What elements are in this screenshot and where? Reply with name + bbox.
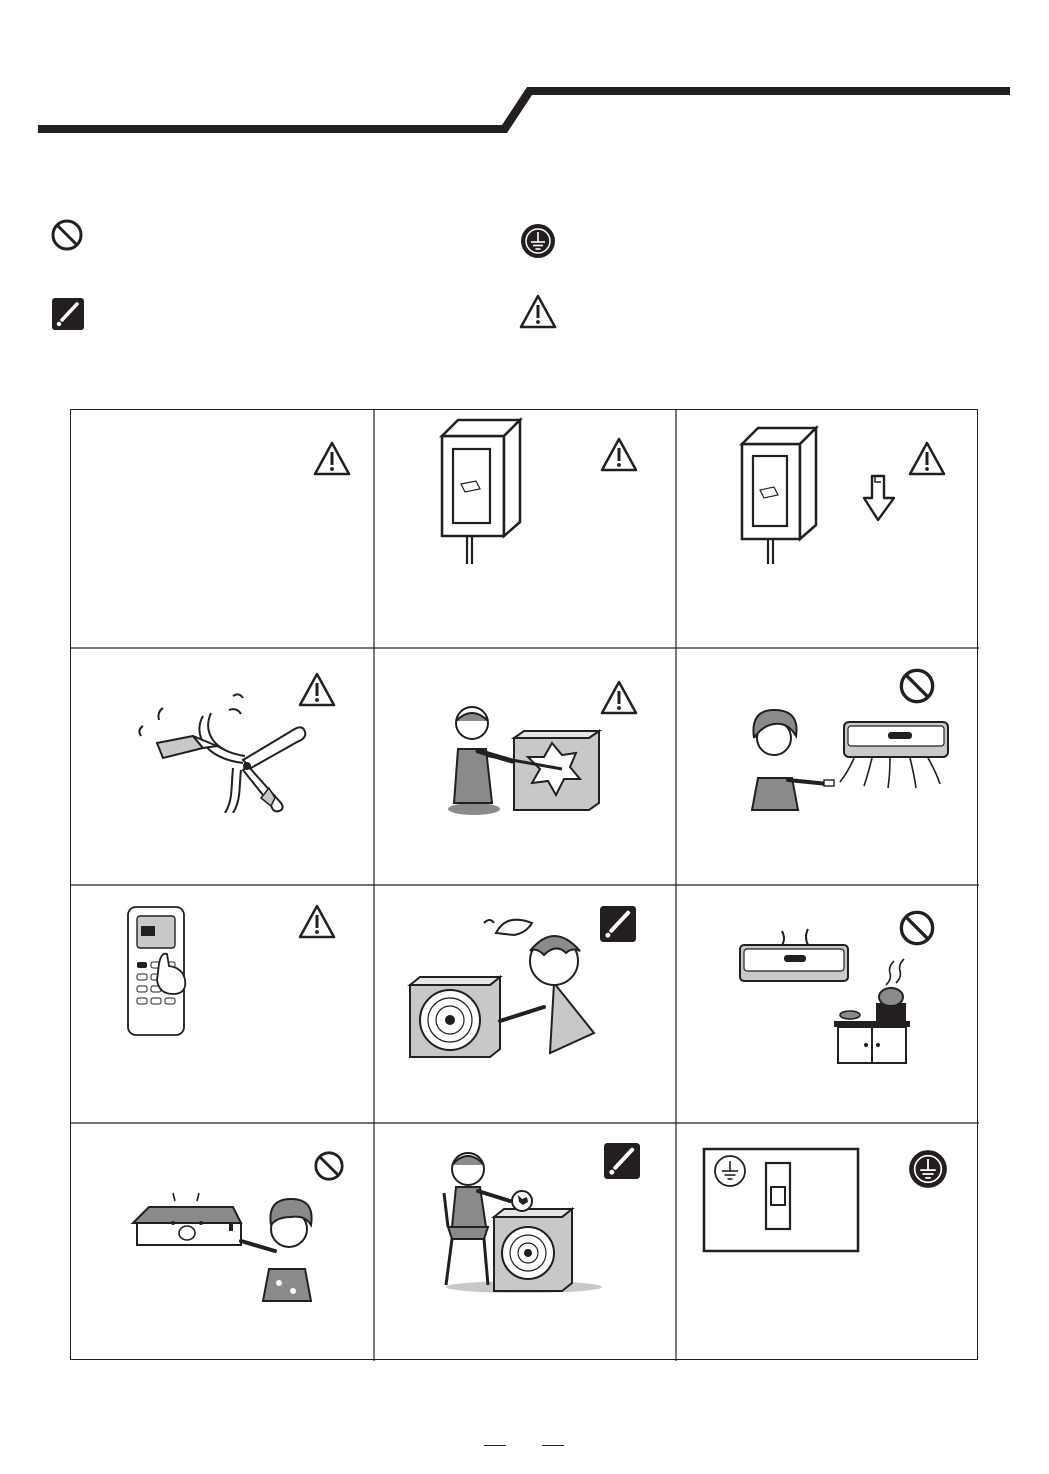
legend-warning-icon — [519, 294, 557, 330]
legend-ground-icon — [520, 223, 556, 259]
cell-r3c2 — [374, 885, 676, 1123]
child-on-chair-by-outdoor-unit-illustration — [434, 1145, 604, 1295]
person-checking-outdoor-unit-illustration — [404, 913, 604, 1058]
warning-icon — [313, 441, 351, 477]
girl-under-airflow-illustration — [748, 698, 958, 813]
prohibition-icon — [898, 909, 936, 947]
cutting-power-cord-illustration — [133, 688, 313, 813]
warning-icon — [600, 437, 638, 473]
cell-r1c1 — [71, 410, 374, 648]
legend-prohibition-icon — [50, 218, 84, 252]
cell-r4c2 — [374, 1123, 676, 1361]
cell-r2c3 — [676, 648, 979, 885]
warning-icon — [600, 680, 638, 716]
page-number-mark-right — [542, 1445, 564, 1446]
ground-icon — [908, 1149, 948, 1189]
prohibition-icon — [313, 1150, 345, 1182]
cell-r2c1 — [71, 648, 374, 885]
remote-control-illustration — [125, 904, 195, 1039]
child-poking-outdoor-unit-illustration — [444, 703, 604, 818]
pointing-at-indoor-unit-illustration — [129, 1173, 319, 1303]
cell-r1c3 — [676, 410, 979, 648]
cell-r1c2 — [374, 410, 676, 648]
circuit-breaker-illustration — [736, 424, 826, 569]
page-number-mark-left — [484, 1445, 506, 1446]
safety-grid — [70, 409, 978, 1360]
legend-mandatory-action-icon — [52, 298, 84, 330]
cell-r3c1 — [71, 885, 374, 1123]
prohibition-icon — [898, 667, 936, 705]
mandatory-action-icon — [604, 1143, 640, 1179]
grounded-socket-illustration — [702, 1147, 862, 1255]
warning-icon — [908, 441, 946, 477]
warning-icon — [298, 904, 336, 940]
mandatory-action-icon — [600, 906, 636, 942]
cell-r4c3 — [676, 1123, 979, 1361]
cell-r4c1 — [71, 1123, 374, 1361]
circuit-breaker-illustration — [434, 416, 524, 571]
cell-r2c2 — [374, 648, 676, 885]
unit-above-stove-illustration — [736, 925, 916, 1065]
header-rule — [0, 0, 1049, 150]
warning-icon — [298, 672, 336, 708]
cell-r3c3 — [676, 885, 979, 1123]
down-arrow-icon — [862, 474, 898, 524]
